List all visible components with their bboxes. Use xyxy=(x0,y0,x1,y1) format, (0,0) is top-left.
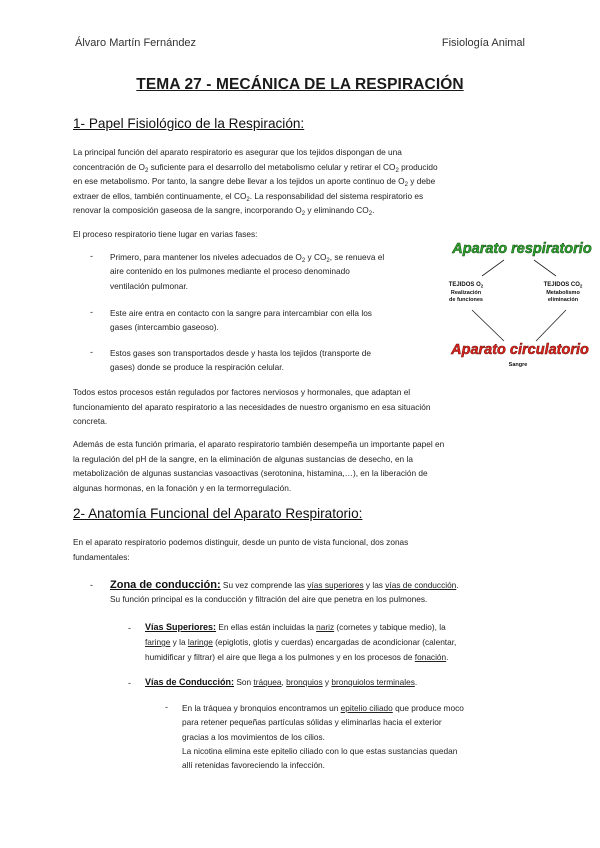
figure-right-line2: Metabolismo xyxy=(546,290,580,296)
figure-left-line1: TEJIDOS $O_2$ xyxy=(448,282,484,289)
bullet-dash: - xyxy=(128,623,131,633)
bullet-intercambio: Este aire entra en contacto con la sangre para intercambiar con ella los gases (intercambio gaseoso). xyxy=(110,308,372,333)
section1-paragraph-2: El proceso respiratorio tiene lugar en varias fases: xyxy=(73,229,258,239)
section1-paragraph-1: La principal función del aparato respiratorio es asegurar que los tejidos dispongan de una concentración de $O_2$ suficiente para el desarrollo del metabolismo celular y retirar el $CO_2$ producido en ese metabolismo. Por tanto, la sangre debe llevar a los tejidos un aporte continuo de $O_2$ y debe extraer de ellos, también continuamente, el $CO_2$. La responsabilidad del sistema respiratorio es renovar la composición gaseosa de la sangre, incorporando $O_2$ y eliminando $CO_2$. xyxy=(73,147,438,217)
figure-left-line2: Realización xyxy=(450,290,482,296)
bullet-transporte: Estos gases son transportados desde y hasta los tejidos (transporte de gases) donde se produce la respiración celular. xyxy=(110,348,372,373)
bullet-dash: - xyxy=(165,702,168,712)
vias-conduccion: Vías de Conducción: Son tráquea, bronquios y bronquiolos terminales. xyxy=(145,677,418,687)
vias-superiores: Vías Superiores: En ellas están incluidas la nariz (cornetes y tabique medio), la faringe y la laringe (epiglotis, glotis y cuerdas) encargadas de acondicionar (calentar, humidificar y filtrar) el aire que llega a los pulmones y en los procesos de fonación. xyxy=(145,622,457,662)
bullet-dash: - xyxy=(90,347,93,357)
section2-intro: En el aparato respiratorio podemos distinguir, desde un punto de vista funcional, dos zonas fundamentales: xyxy=(73,537,409,562)
section1-heading: 1- Papel Fisiológico de la Respiración: xyxy=(73,116,305,131)
section1-paragraph-3: Todos estos procesos están regulados por factores nerviosos y hormonales, que adaptan el funcionamiento del aparato respiratorio a las necesidades de nuestro organismo en esa situación concreta. xyxy=(73,387,431,426)
figure-top-label: Aparato respiratorio xyxy=(452,241,592,257)
bullet-ventilacion: Primero, para mantener los niveles adecuados de $O_2$ y $CO_2$, se renueva el aire contenido en los pulmones mediante el proceso denominado ventilación pulmonar. xyxy=(110,252,385,291)
author-name: Álvaro Martín Fernández xyxy=(75,37,197,49)
zona-conduccion-label: Zona de conducción: xyxy=(110,579,221,591)
page-title: TEMA 27 - MECÁNICA DE LA RESPIRACIÓN xyxy=(136,76,464,93)
epitelio-detalle: En la tráquea y bronquios encontramos un epitelio ciliado que produce moco para retener pequeñas partículas sólidas y eliminarlas hacia el exterior gracias a los movimientos de los cilios. La nicotina elimina este epitelio ciliado con lo que estas sustancias quedan allí retenidas favoreciendo la infección. xyxy=(182,703,464,771)
bullet-dash: - xyxy=(90,251,93,261)
vias-conduccion-label: Vías de Conducción: xyxy=(145,677,235,687)
zona-conduccion: Zona de conducción: Su vez comprende las vías superiores y las vías de conducción. Su función principal es la conducción y filtración del aire que penetra en los pulmones. xyxy=(110,579,459,604)
figure-bottom-label: Aparato circulatorio xyxy=(451,342,589,358)
subject-name: Fisiología Animal xyxy=(441,37,525,49)
respiratory-circulatory-diagram xyxy=(446,236,596,371)
section1-paragraph-4: Además de esta función primaria, el aparato respiratorio también desempeña un importante papel en la regulación del pH de la sangre, en la eliminación de algunas sustancias de desecho, en la metabolización de algunas sustancias vasoactivas (serotonina, histamina,…), en la liberación de algunas hormonas, en la fonación y en la termorregulación. xyxy=(73,439,445,493)
figure-left-line3: de funciones xyxy=(449,297,483,303)
section2-heading: 2- Anatomía Funcional del Aparato Respiratorio: xyxy=(73,506,363,521)
figure-right-line3: eliminación xyxy=(547,297,579,303)
bullet-dash: - xyxy=(128,678,131,688)
bullet-dash: - xyxy=(90,580,93,590)
figure-sangre-label: Sangre xyxy=(508,362,528,368)
vias-superiores-label: Vías Superiores: xyxy=(145,622,217,632)
figure-right-line1: TEJIDOS $CO_2$ xyxy=(543,282,583,289)
bullet-dash: - xyxy=(90,307,93,317)
